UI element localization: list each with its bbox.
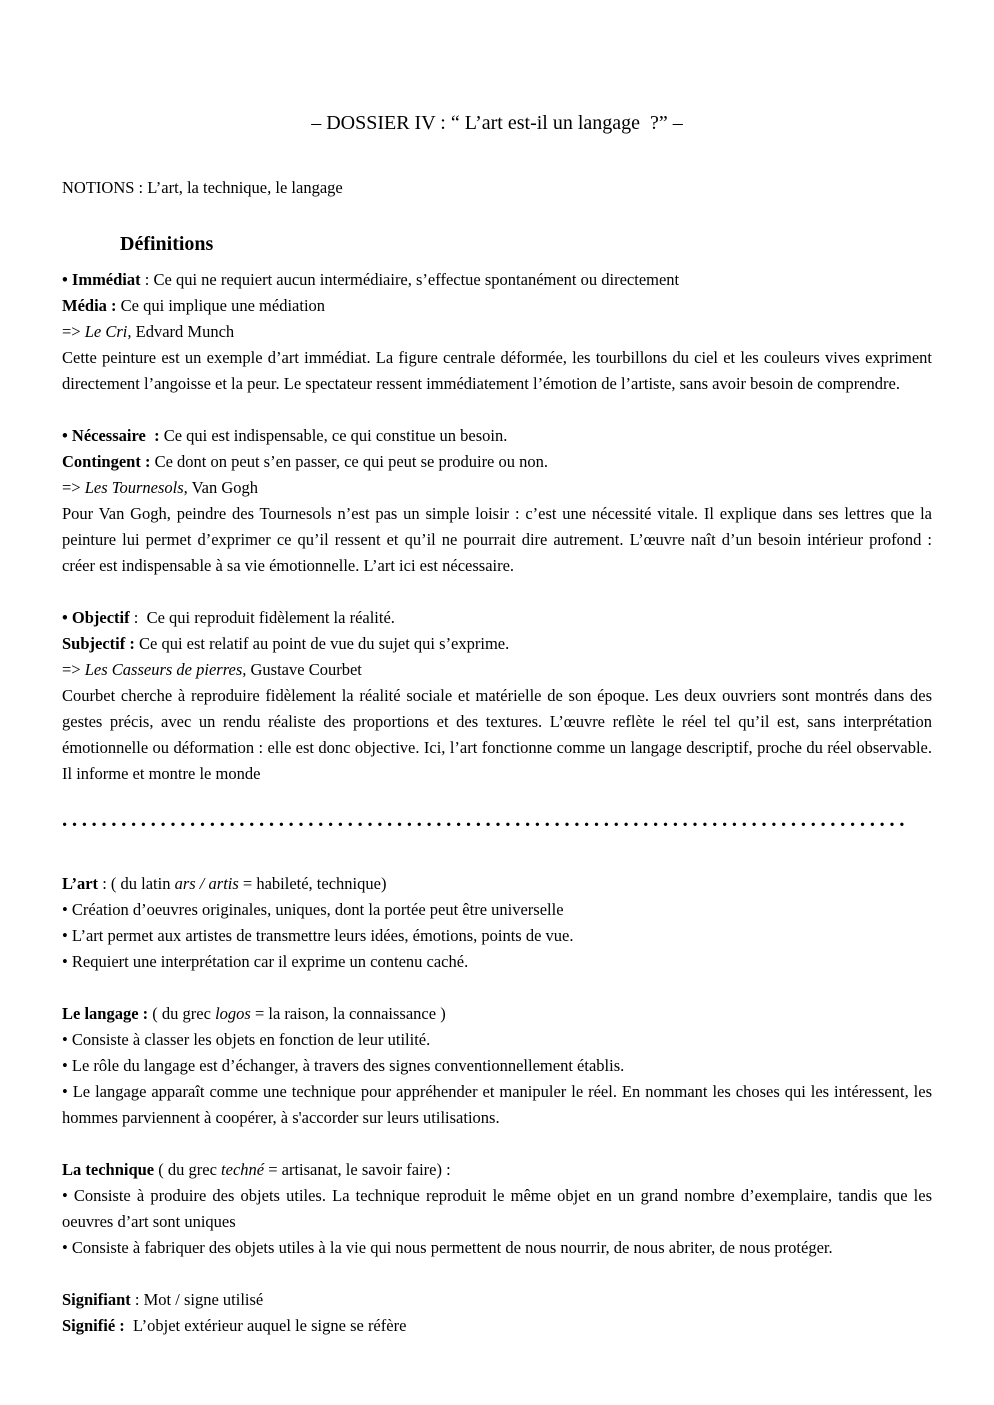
opposite-term-line — [62, 449, 932, 475]
artwork-title: Les Tournesols — [84, 478, 184, 497]
lexicon-head-line — [62, 1157, 932, 1183]
bullet-item: • Création d’oeuvres originales, uniques, dont la portée peut être universelle — [62, 900, 564, 919]
definitions-heading: Définitions — [120, 233, 214, 255]
etymology-prefix: ( du grec — [148, 1004, 216, 1023]
lexicon-block-langage — [62, 1001, 932, 1131]
bullet-item: • Le rôle du langage est d’échanger, à travers des signes conventionnellement établis. — [62, 1056, 625, 1075]
reference-arrow: => — [62, 660, 85, 679]
analysis-paragraph: Pour Van Gogh, peindre des Tournesols n’est pas un simple loisir : c’est une nécessité vitale. Il explique dans ses lettres que la peinture lui permet d’exprimer ce qu’il ressent et qu’il ne pourrait dire autrement. L’œuvre naît d’un besoin intérieur profond : créer est indispensable à sa vie émotionnelle. L’art ici est nécessaire. — [62, 504, 932, 575]
opposite-term-line — [62, 293, 932, 319]
reference-arrow: => — [62, 322, 85, 341]
lexicon-block-technique — [62, 1157, 932, 1261]
term-definition: Ce qui est indispensable, ce qui constitue un besoin. — [159, 426, 508, 445]
etymology-word: ars / artis — [174, 874, 239, 893]
opposite-term-label: Contingent : — [62, 452, 151, 471]
bullet-item: • Consiste à produire des objets utiles. La technique reproduit le même objet en un grand nombre d’exemplaire, tandis que les oeuvres d’art sont uniques — [62, 1186, 932, 1231]
artwork-reference-line — [62, 657, 932, 683]
opposite-term-line — [62, 631, 932, 657]
etymology-prefix: ( du grec — [154, 1160, 222, 1179]
signifiant-line — [62, 1287, 932, 1313]
artwork-author: Edvard Munch — [131, 322, 235, 341]
bullet-item: • Requiert une interprétation car il exprime un contenu caché. — [62, 952, 469, 971]
signs-block — [62, 1287, 932, 1339]
signifie-definition: L’objet extérieur auquel le signe se réfère — [124, 1316, 407, 1335]
lexicon-head-line — [62, 1001, 932, 1027]
lexicon-term-label: La technique — [62, 1160, 155, 1179]
artwork-title: Les Casseurs de pierres, — [84, 660, 247, 679]
term-line — [62, 605, 932, 631]
analysis-paragraph: Courbet cherche à reproduire fidèlement la réalité sociale et matérielle de son époque. Les deux ouvriers sont montrés dans des gestes précis, avec un rendu réaliste des proportions et des textures. L’œuvre reflète le réel tel qu’il est, sans interprétation émotionnelle ou déformation : elle est donc objective. Ici, l’art fonctionne comme un langage descriptif, proche du réel observable. Il informe et montre le monde — [62, 686, 932, 783]
artwork-author: , Van Gogh — [183, 478, 259, 497]
notions-line: NOTIONS : L’art, la technique, le langage — [62, 178, 343, 197]
page-title: – DOSSIER IV : “ L’art est-il un langage ?” – — [311, 112, 683, 134]
opposite-term-definition: Ce dont on peut s’en passer, ce qui peut se produire ou non. — [150, 452, 549, 471]
etymology-word: techné — [221, 1160, 265, 1179]
etymology-prefix: : ( du latin — [98, 874, 175, 893]
lexicon-term-label: Le langage : — [62, 1004, 149, 1023]
signifiant-label: Signifiant — [62, 1290, 131, 1309]
etymology-word: logos — [215, 1004, 251, 1023]
term-line — [62, 423, 932, 449]
artwork-reference-line — [62, 475, 932, 501]
term-label: • Objectif — [62, 608, 130, 627]
bullet-item: • Consiste à fabriquer des objets utiles à la vie qui nous permettent de nous nourrir, de nous abriter, de nous protéger. — [62, 1238, 833, 1257]
analysis-paragraph: Cette peinture est un exemple d’art immédiat. La figure centrale déformée, les tourbillons du ciel et les couleurs vives expriment directement l’angoisse et la peur. Le spectateur ressent immédiatement l’émotion de l’artiste, sans avoir besoin de comprendre. — [62, 348, 932, 393]
artwork-reference-line — [62, 319, 932, 345]
artwork-author: Gustave Courbet — [246, 660, 362, 679]
opposite-term-definition: Ce qui implique une médiation — [116, 296, 326, 315]
lexicon-head-line — [62, 871, 932, 897]
term-label: • Immédiat — [62, 270, 141, 289]
etymology-meaning: = artisanat, le savoir faire) : — [264, 1160, 451, 1179]
opposite-term-label: Subjectif : — [62, 634, 135, 653]
term-definition: : Ce qui reproduit fidèlement la réalité. — [129, 608, 395, 627]
signifiant-definition: : Mot / signe utilisé — [130, 1290, 264, 1309]
definition-block-necessaire — [62, 423, 932, 579]
bullet-item: • Le langage apparaît comme une technique pour appréhender et manipuler le réel. En nommant les choses qui les intéressent, les hommes parviennent à coopérer, à s'accorder sur leurs utilisations. — [62, 1082, 932, 1127]
definition-block-immediat — [62, 267, 932, 397]
etymology-meaning: = habileté, technique) — [238, 874, 387, 893]
signifie-label: Signifié : — [62, 1316, 125, 1335]
bullet-item: • Consiste à classer les objets en fonction de leur utilité. — [62, 1030, 431, 1049]
term-label: • Nécessaire : — [62, 426, 160, 445]
artwork-title: Le Cri, — [84, 322, 132, 341]
lexicon-block-art — [62, 871, 932, 975]
bullet-item: • L’art permet aux artistes de transmettre leurs idées, émotions, points de vue. — [62, 926, 574, 945]
signifie-line — [62, 1313, 932, 1339]
etymology-meaning: = la raison, la connaissance ) — [250, 1004, 446, 1023]
term-line — [62, 267, 932, 293]
opposite-term-label: Média : — [62, 296, 117, 315]
lexicon-term-label: L’art — [62, 874, 99, 893]
reference-arrow: => — [62, 478, 85, 497]
opposite-term-definition: Ce qui est relatif au point de vue du sujet qui s’exprime. — [134, 634, 510, 653]
dotted-divider: ...................................................................................... — [62, 813, 910, 827]
definition-block-objectif — [62, 605, 932, 787]
term-definition: : Ce qui ne requiert aucun intermédiaire, s’effectue spontanément ou directement — [140, 270, 680, 289]
